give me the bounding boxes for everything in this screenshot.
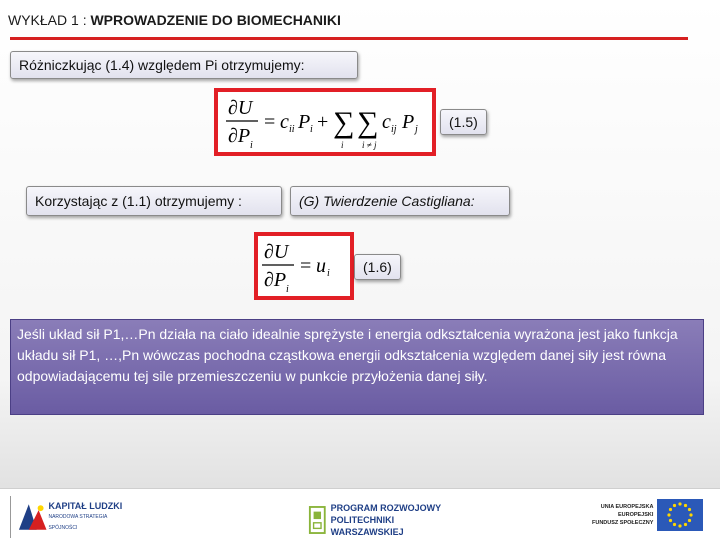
svg-text:i: i [327, 268, 330, 279]
svg-text:=: = [300, 255, 312, 277]
kapital-ludzki-emblem-icon [15, 500, 48, 534]
ppw-line-1: PROGRAM ROZWOJOWY [330, 503, 442, 513]
label-castigliano-theorem: (G) Twierdzenie Castigliana: [290, 186, 510, 216]
equation-1-6-tag: (1.6) [354, 254, 401, 280]
svg-text:∂P: ∂P [264, 269, 287, 291]
svg-text:i: i [250, 140, 253, 151]
ue-line-3: FUNDUSZ SPOŁECZNY [592, 520, 654, 526]
equation-1-6 [254, 232, 354, 300]
equation-1-5 [214, 88, 436, 156]
slide-title [8, 12, 341, 28]
svg-text:∂U: ∂U [228, 97, 253, 119]
svg-text:∂U: ∂U [264, 241, 289, 263]
svg-text:ij: ij [391, 124, 397, 135]
eu-flag-icon [657, 499, 703, 531]
kapital-ludzki-logo [10, 496, 136, 538]
svg-text:=: = [264, 111, 276, 133]
svg-text:∑: ∑ [333, 106, 355, 139]
title-prefix: WYKŁAD 1 : [8, 12, 91, 28]
svg-text:i: i [341, 140, 344, 150]
svg-text:i ≠ j: i ≠ j [362, 140, 377, 150]
svg-text:∂P: ∂P [228, 125, 251, 147]
ppw-line-2: POLITECHNIKI WARSZAWSKIEJ [330, 515, 404, 537]
svg-text:+: + [317, 111, 329, 133]
svg-text:j: j [415, 124, 418, 135]
ppw-emblem-icon [308, 504, 327, 536]
ue-line-2: EUROPEJSKI [617, 512, 654, 518]
svg-text:c: c [280, 111, 289, 133]
title-underline [10, 37, 688, 40]
svg-text:P: P [298, 111, 311, 133]
eu-social-fund-logo [592, 492, 714, 538]
kapital-ludzki-title: KAPITAŁ LUDZKI [48, 500, 123, 511]
program-rozwojowy-logo [308, 500, 460, 540]
svg-text:ii: ii [289, 124, 295, 135]
svg-text:i: i [310, 124, 313, 135]
kapital-ludzki-subtitle: NARODOWA STRATEGIA SPÓJNOŚCI [48, 513, 108, 531]
svg-text:i: i [286, 284, 289, 295]
svg-text:P: P [402, 111, 415, 133]
svg-text:c: c [382, 111, 391, 133]
ue-line-1: UNIA EUROPEJSKA [600, 504, 654, 510]
equation-1-6-formula [258, 236, 350, 296]
svg-text:∑: ∑ [357, 106, 379, 139]
label-using: Korzystając z (1.1) otrzymujemy : [26, 186, 282, 216]
label-differentiating: Różniczkując (1.4) względem Pi otrzymujemy: [10, 51, 358, 79]
castigliano-explanation: Jeśli układ sił P1,…Pn działa na ciało idealnie sprężyste i energia odkształcenia wyrażona jest jako funkcja układu sił P1, …,Pn wówczas pochodna cząstkowa energii odkształcenia względem danej siły jest równa odpowiadającemu tej sile przemieszczeniu w punkcie przyłożenia danej siły. [10, 319, 704, 415]
title-main: WPROWADZENIE DO BIOMECHANIKI [90, 12, 341, 28]
equation-1-5-tag: (1.5) [440, 109, 487, 135]
equation-1-5-formula [218, 92, 432, 152]
svg-text:u: u [316, 255, 326, 277]
